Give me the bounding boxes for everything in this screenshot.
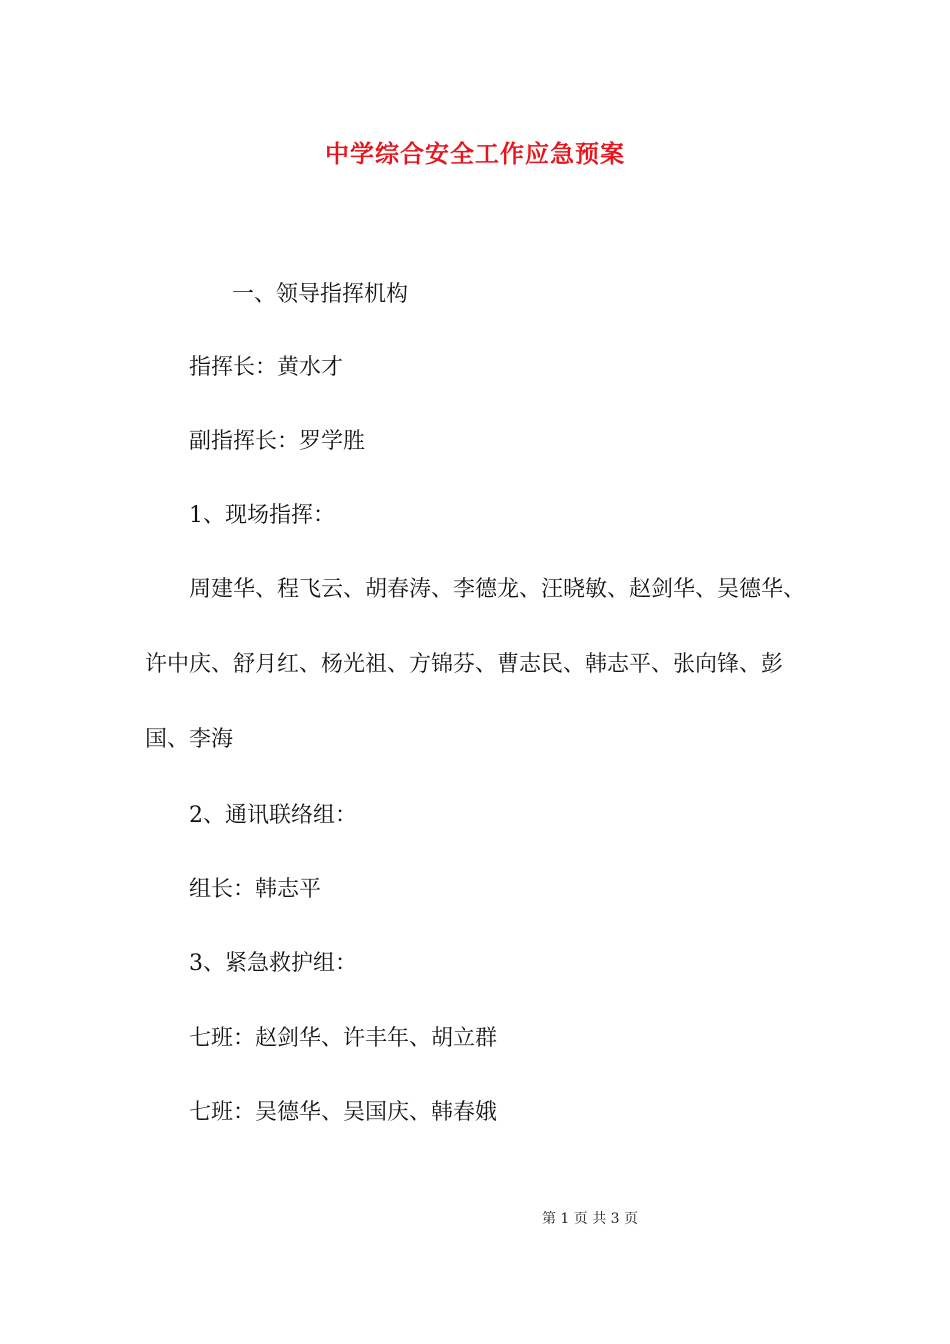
deputy-commander-line: 副指挥长：罗学胜 [189,429,366,454]
group1-heading: 1、现场指挥： [189,503,335,528]
group3-class-b-line: 七班：吴德华、吴国庆、韩春娥 [189,1100,498,1125]
group1-members-line1: 周建华、程飞云、胡春涛、李德龙、汪晓敏、赵剑华、吴德华、 [189,577,806,602]
group2-leader-line: 组长：韩志平 [189,877,322,902]
page-number-footer: 第 1 页 共 3 页 [541,1211,639,1227]
commander-line: 指挥长：黄水才 [189,355,344,380]
document-title: 中学综合安全工作应急预案 [325,139,625,168]
group1-members-line3: 国、李海 [145,727,234,752]
group1-members-line2: 许中庆、舒月红、杨光祖、方锦芬、曹志民、韩志平、张向锋、彭 [145,652,784,677]
group2-heading: 2、通讯联络组： [189,803,357,828]
section-heading: 一、领导指挥机构 [232,282,409,307]
group3-heading: 3、紧急救护组： [189,951,357,976]
group3-class-a-line: 七班：赵剑华、许丰年、胡立群 [189,1026,498,1051]
